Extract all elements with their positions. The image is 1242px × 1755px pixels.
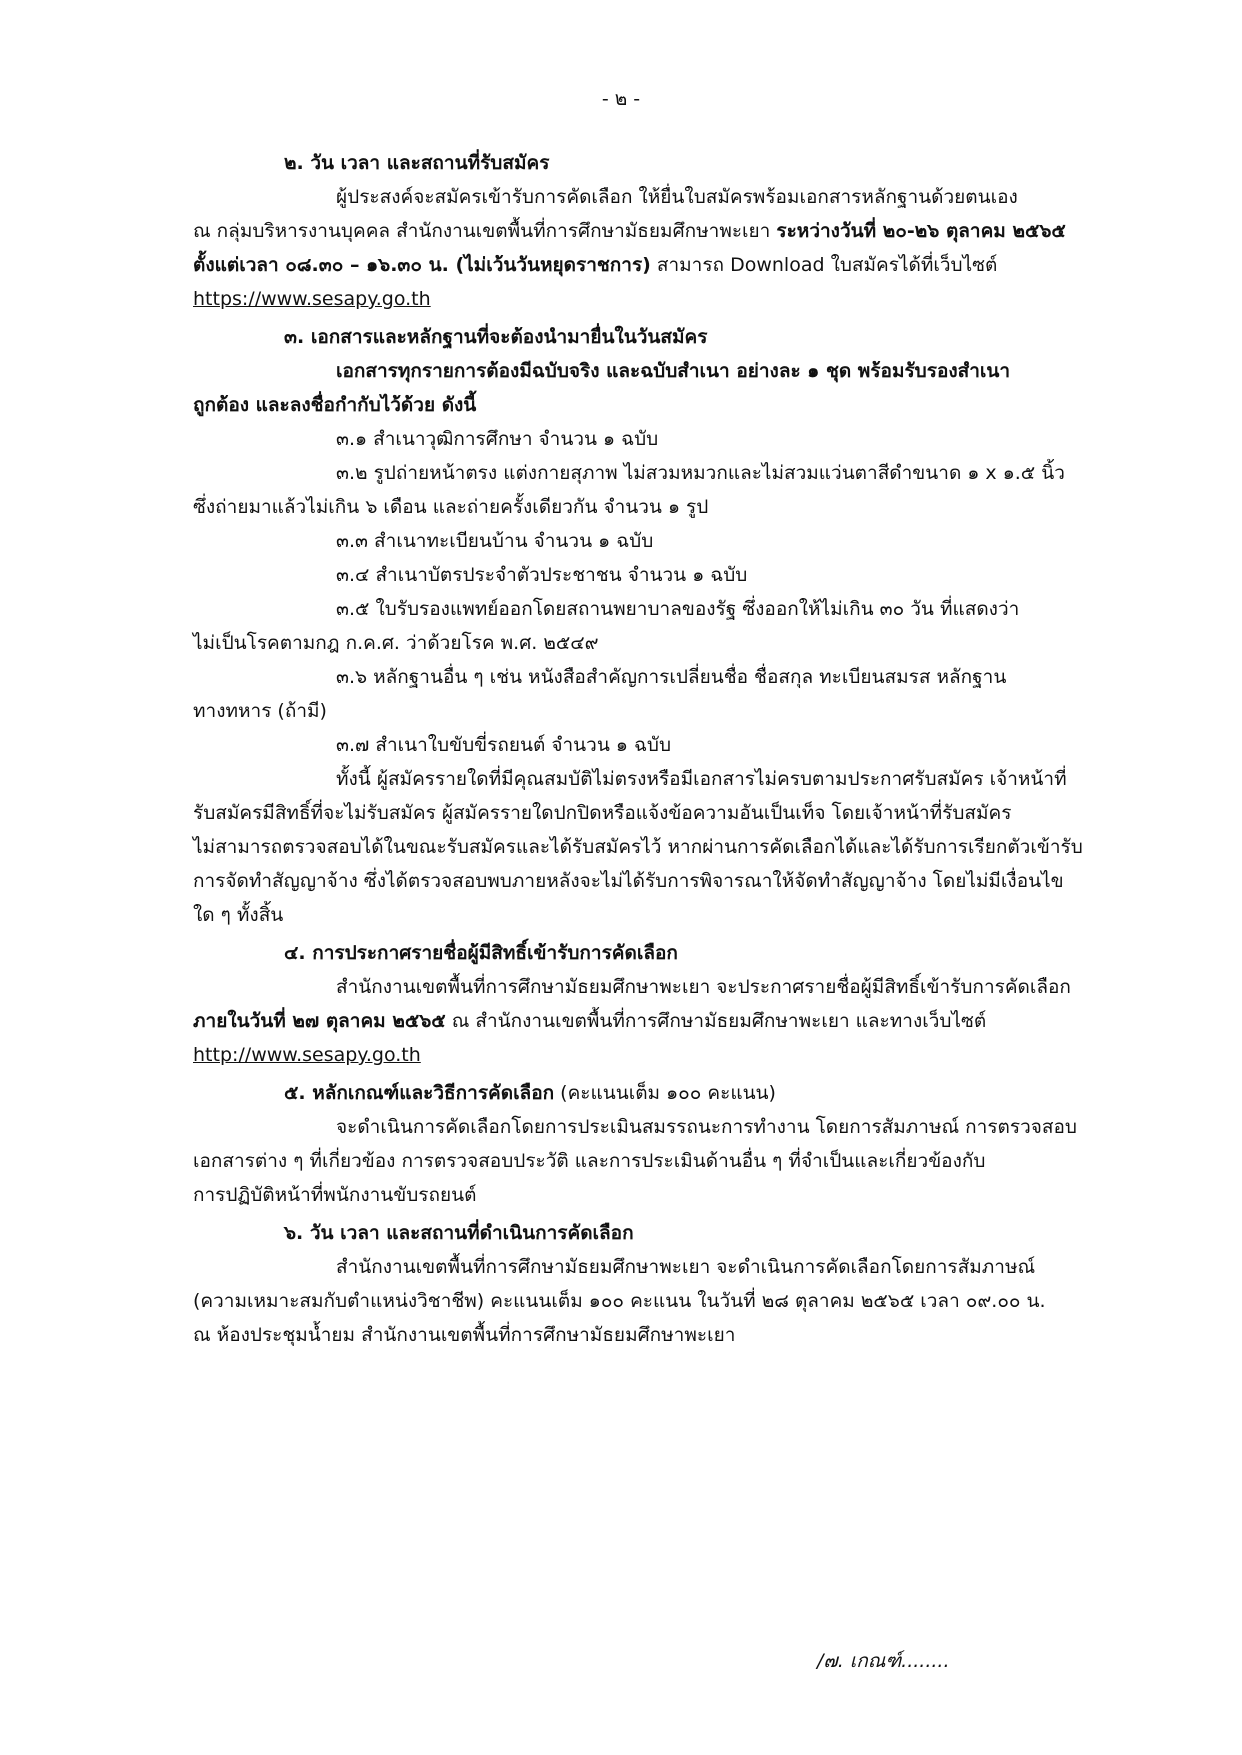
document-item-3-2-line-1: ๓.๒ รูปถ่ายหน้าตรง แต่งกายสุภาพ ไม่สวมหมวกและไม่สวมแว่นตาสีดำขนาด ๑ x ๑.๕ นิ้ว (336, 462, 1065, 484)
section-6-line-2: (ความเหมาะสมกับตำแหน่งวิชาชีพ) คะแนนเต็ม ๑๐๐ คะแนน ในวันที่ ๒๘ ตุลาคม ๒๕๖๕ เวลา ๐๙.๐๐ น. (193, 1290, 1046, 1312)
website-link-2[interactable]: http://www.sesapy.go.th (193, 1044, 421, 1066)
section-3-intro-2: ถูกต้อง และลงชื่อกำกับไว้ด้วย ดังนี้ (193, 394, 477, 416)
document-item-3-5-line-1: ๓.๕ ใบรับรองแพทย์ออกโดยสถานพยาบาลของรัฐ ซึ่งออกให้ไม่เกิน ๓๐ วัน ที่แสดงว่า (336, 598, 1020, 620)
document-item-3-1: ๓.๑ สำเนาวุฒิการศึกษา จำนวน ๑ ฉบับ (336, 428, 659, 450)
document-item-3-7: ๓.๗ สำเนาใบขับขี่รถยนต์ จำนวน ๑ ฉบับ (336, 734, 672, 756)
section-2-heading: ๒. วัน เวลา และสถานที่รับสมัคร (284, 152, 550, 174)
section-3-intro-1: เอกสารทุกรายการต้องมีฉบับจริง และฉบับสำเนา อย่างละ ๑ ชุด พร้อมรับรองสำเนา (336, 360, 1011, 382)
section-5-line-2: เอกสารต่าง ๆ ที่เกี่ยวข้อง การตรวจสอบประวัติ และการประเมินด้านอื่น ๆ ที่จำเป็นและเกี่ยวข้องกับ (193, 1150, 986, 1172)
section-4-line-2 (193, 1008, 986, 1034)
document-item-3-5-line-2: ไม่เป็นโรคตามกฎ ก.ค.ศ. ว่าด้วยโรค พ.ศ. ๒๕๔๙ (193, 632, 599, 654)
section-4-line-1: สำนักงานเขตพื้นที่การศึกษามัธยมศึกษาพะเยา จะประกาศรายชื่อผู้มีสิทธิ์เข้ารับการคัดเลือก (336, 976, 1071, 998)
section-2-line-2-text: ณ กลุ่มบริหารงานบุคคล สำนักงานเขตพื้นที่การศึกษามัธยมศึกษาพะเยา (193, 220, 777, 242)
section-5-heading-line (284, 1080, 776, 1106)
section-2-line-1: ผู้ประสงค์จะสมัครเข้ารับการคัดเลือก ให้ยื่นใบสมัครพร้อมเอกสารหลักฐานด้วยตนเอง (336, 186, 1018, 208)
section-3-note-line-5: ใด ๆ ทั้งสิ้น (193, 904, 284, 926)
section-4-heading: ๔. การประกาศรายชื่อผู้มีสิทธิ์เข้ารับการคัดเลือก (284, 942, 678, 964)
document-item-3-3: ๓.๓ สำเนาทะเบียนบ้าน จำนวน ๑ ฉบับ (336, 530, 654, 552)
announcement-date: ภายในวันที่ ๒๗ ตุลาคม ๒๕๖๕ (193, 1010, 446, 1032)
section-2-line-2 (193, 218, 1066, 244)
section-5-line-3: การปฏิบัติหน้าที่พนักงานขับรถยนต์ (193, 1184, 477, 1206)
application-hours: ตั้งแต่เวลา ๐๘.๓๐ – ๑๖.๓๐ น. (ไม่เว้นวันหยุดราชการ) (193, 254, 651, 276)
document-item-3-6-line-2: ทางทหาร (ถ้ามี) (193, 700, 327, 722)
section-5-score: (คะแนนเต็ม ๑๐๐ คะแนน) (554, 1082, 776, 1104)
section-3-note-line-4: การจัดทำสัญญาจ้าง ซึ่งได้ตรวจสอบพบภายหลังจะไม่ได้รับการพิจารณาให้จัดทำสัญญาจ้าง โดยไม่มีเงื่อนไข (193, 870, 1064, 892)
section-3-heading: ๓. เอกสารและหลักฐานที่จะต้องนำมายื่นในวันสมัคร (284, 326, 708, 348)
announcement-location: ณ สำนักงานเขตพื้นที่การศึกษามัธยมศึกษาพะเยา และทางเว็บไซต์ (445, 1010, 987, 1032)
section-3-note-line-3: ไม่สามารถตรวจสอบได้ในขณะรับสมัครและได้รับสมัครไว้ หากผ่านการคัดเลือกได้และได้รับการเรียกตัวเข้ารับ (193, 836, 1083, 858)
website-link-1[interactable]: https://www.sesapy.go.th (193, 288, 431, 310)
section-3-note-line-2: รับสมัครมีสิทธิ์ที่จะไม่รับสมัคร ผู้สมัครรายใดปกปิดหรือแจ้งข้อความอันเป็นเท็จ โดยเจ้าหน้าที่รับสมัคร (193, 802, 1012, 824)
section-2-line-3 (193, 252, 997, 278)
document-item-3-6-line-1: ๓.๖ หลักฐานอื่น ๆ เช่น หนังสือสำคัญการเปลี่ยนชื่อ ชื่อสกุล ทะเบียนสมรส หลักฐาน (336, 666, 1007, 688)
document-item-3-4: ๓.๔ สำเนาบัตรประจำตัวประชาชน จำนวน ๑ ฉบับ (336, 564, 748, 586)
section-5-line-1: จะดำเนินการคัดเลือกโดยการประเมินสมรรถนะการทำงาน โดยการสัมภาษณ์ การตรวจสอบ (336, 1116, 1077, 1138)
page-number: - ๒ - (601, 88, 641, 110)
download-note: สามารถ Download ใบสมัครได้ที่เว็บไซต์ (650, 254, 998, 276)
section-6-heading: ๖. วัน เวลา และสถานที่ดำเนินการคัดเลือก (284, 1222, 634, 1244)
document-item-3-2-line-2: ซึ่งถ่ายมาแล้วไม่เกิน ๖ เดือน และถ่ายครั้งเดียวกัน จำนวน ๑ รูป (193, 496, 709, 518)
section-5-heading: ๕. หลักเกณฑ์และวิธีการคัดเลือก (284, 1082, 555, 1104)
section-6-line-3: ณ ห้องประชุมน้ำยม สำนักงานเขตพื้นที่การศึกษามัธยมศึกษาพะเยา (193, 1324, 736, 1346)
section-6-line-1: สำนักงานเขตพื้นที่การศึกษามัธยมศึกษาพะเยา จะดำเนินการคัดเลือกโดยการสัมภาษณ์ (336, 1256, 1036, 1278)
application-period: ระหว่างวันที่ ๒๐-๒๖ ตุลาคม ๒๕๖๕ (776, 220, 1066, 242)
section-3-note-line-1: ทั้งนี้ ผู้สมัครรายใดที่มีคุณสมบัติไม่ตรงหรือมีเอกสารไม่ครบตามประกาศรับสมัคร เจ้าหน้าที่ (336, 768, 1067, 790)
continuation-footer: /๗. เกณฑ์........ (817, 1650, 950, 1672)
